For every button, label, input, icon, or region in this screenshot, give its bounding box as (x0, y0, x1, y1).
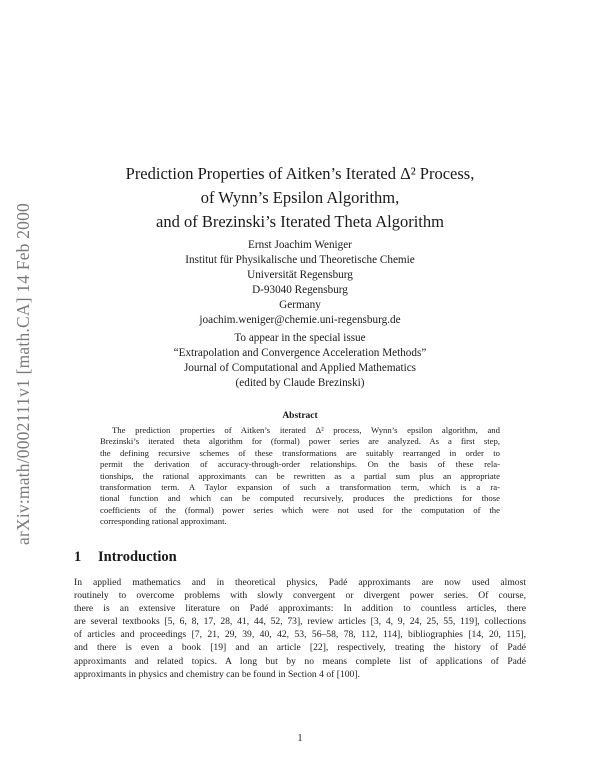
abstract-body (100, 425, 500, 528)
section-heading (74, 549, 177, 566)
arxiv-identifier-stamp: arXiv:math/0002111v1 [math.CA] 14 Feb 2000 (13, 203, 33, 545)
author-name: Ernst Joachim Weniger (248, 239, 352, 251)
paragraph-line: routinely to overcome problems with slowly convergent or divergent power series. Of course, (74, 590, 526, 602)
introduction-paragraph (74, 576, 526, 681)
abstract-line: tional function and which can be computed recursively, produces the predictions for those (100, 493, 500, 504)
author-country: Germany (279, 299, 321, 311)
page-number: 1 (297, 733, 303, 744)
publication-note-line-2: “Extrapolation and Convergence Acceleration Methods” (173, 347, 427, 359)
paragraph-line: In applied mathematics and in theoretical physics, Padé approximants are now used almost (74, 577, 526, 588)
publication-note-line-4: (edited by Claude Brezinski) (235, 377, 365, 389)
title-line-3: and of Brezinski’s Iterated Theta Algorithm (156, 212, 444, 231)
publication-note-line-3: Journal of Computational and Applied Mathematics (183, 362, 417, 374)
abstract-line: Brezinski’s iterated theta algorithm for (formal) power series are analyzed. As a first step, (100, 436, 500, 447)
paper-title (70, 162, 530, 234)
paragraph-line: approximants in physics and chemistry can be found in Section 4 of [100]. (74, 668, 360, 680)
author-university: Universität Regensburg (247, 269, 353, 281)
author-institute: Institut für Physikalische und Theoretische Chemie (185, 254, 415, 266)
author-city: D-93040 Regensburg (252, 284, 348, 296)
paragraph-line: there is an extensive literature on Padé approximants: In addition to countless articles, there (74, 603, 526, 615)
author-block (100, 238, 500, 328)
author-email: joachim.weniger@chemie.uni-regensburg.de (199, 314, 401, 326)
section-title: Introduction (98, 549, 177, 565)
paragraph-line: approximants and related topics. A long but by no means complete list of applications of Padé (74, 655, 526, 667)
publication-note (100, 331, 500, 391)
abstract-line: permit the derivation of accuracy-through-order relationships. On the basis of these rela- (100, 459, 500, 470)
abstract-line: transformation term. A Taylor expansion of such a transformation term, which is a ra- (100, 482, 500, 493)
abstract-line: The prediction properties of Aitken’s iterated Δ² process, Wynn’s epsilon algorithm, and (112, 425, 500, 435)
paragraph-line: are several textbooks [5, 6, 8, 17, 28, 41, 44, 52, 73], review articles [3, 4, 9, 24, 25, 55, 119], collections (74, 616, 526, 628)
abstract-heading: Abstract (282, 411, 318, 421)
abstract-line: corresponding rational approximant. (100, 516, 227, 527)
abstract-line: tionships, the rational approximants can be rewritten as a partial sum plus an appropriate (100, 470, 500, 481)
paragraph-line: of articles and proceedings [7, 21, 29, 39, 40, 42, 53, 56–58, 78, 112, 114], bibliographies [14, 20, 115], (74, 629, 526, 641)
abstract-line: coefficients of the (formal) power series which were not used for the computation of the (100, 504, 500, 515)
paragraph-line: and there is even a book [19] and an article [22], respectively, treating the history of Padé (74, 642, 526, 654)
title-line-2: of Wynn’s Epsilon Algorithm, (200, 188, 400, 207)
title-line-1: Prediction Properties of Aitken’s Iterated Δ² Process, (125, 164, 475, 183)
publication-note-line-1: To appear in the special issue (234, 332, 366, 344)
abstract-line: the defining recursive schemes of these transformations are suitably rearranged in order to (100, 447, 500, 458)
section-number: 1 (74, 549, 82, 565)
